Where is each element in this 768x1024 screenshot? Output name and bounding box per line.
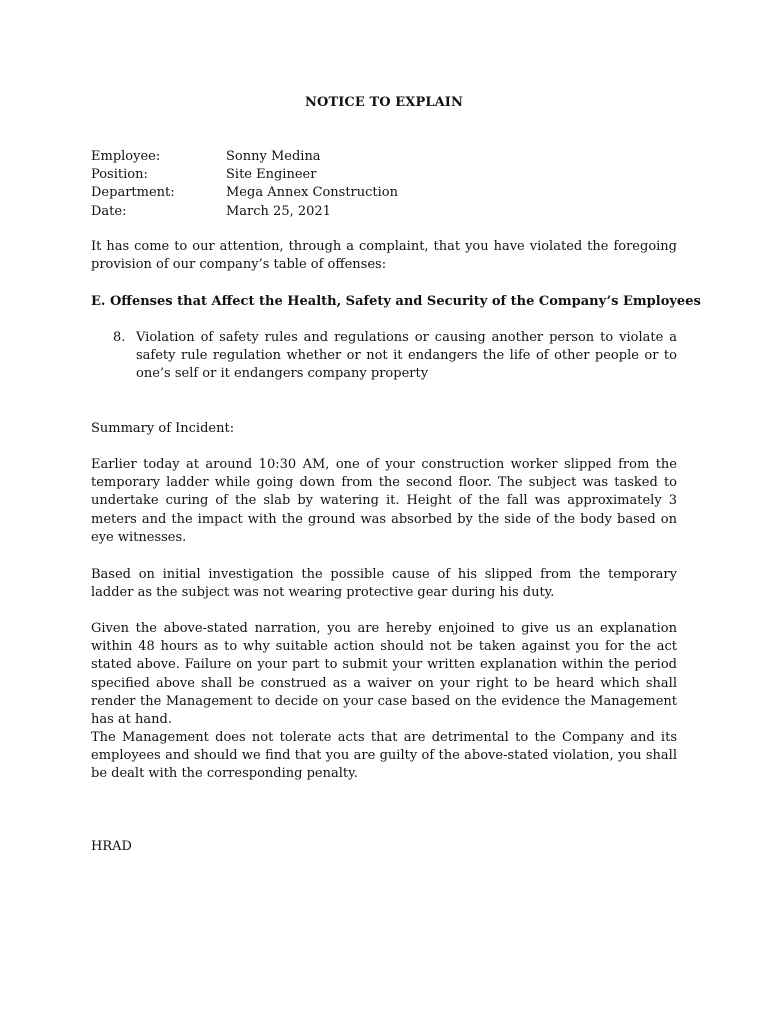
- field-value: March 25, 2021: [226, 203, 331, 219]
- field-value: Sonny Medina: [226, 149, 321, 164]
- field-label: Employee:: [91, 149, 161, 164]
- field-label: Date:: [91, 203, 127, 219]
- offense-text: Violation of safety rules and regulations or causing another person to violate a safety rule regulation whether or not it endangers the life of other people or to one’s self or it endangers company property: [136, 330, 677, 382]
- intro-paragraph: It has come to our attention, through a complaint, that you have violated the foregoing provision of our company’s table of offenses:: [91, 239, 677, 273]
- offense-heading: E. Offenses that Affect the Health, Safety and Security of the Company’s Employees: [91, 294, 701, 309]
- field-row-department: [91, 184, 677, 202]
- employee-details: [91, 148, 677, 221]
- signoff: HRAD: [91, 839, 132, 854]
- document-title: NOTICE TO EXPLAIN: [305, 95, 463, 110]
- summary-label: Summary of Incident:: [91, 421, 235, 436]
- offense-number: 8.: [113, 330, 126, 345]
- offense-item: [91, 329, 677, 384]
- incident-paragraph: Earlier today at around 10:30 AM, one of your construction worker slipped from the temporary ladder while going down from the second floor. The subject was tasked to undertake curing of the slab by watering it. Height of the fall was approximately 3 meters and the impact with the ground was absorbed by the side of the body based on eye witnesses.: [91, 457, 677, 545]
- field-row-position: [91, 166, 677, 184]
- field-value: Site Engineer: [226, 167, 317, 183]
- field-label: Department:: [91, 185, 175, 201]
- management-policy-paragraph: The Management does not tolerate acts that are detrimental to the Company and its employees and should we find that you are guilty of the above-stated violation, you shall be dealt with the corresponding penalty.: [91, 730, 677, 782]
- field-row-date: [91, 203, 677, 221]
- field-value: Mega Annex Construction: [226, 185, 398, 201]
- explanation-request-paragraph: Given the above-stated narration, you are hereby enjoined to give us an explanation within 48 hours as to why suitable action should not be taken against you for the act stated above. Failure on your part to submit your written explanation within the period specified above shall be construed as a waiver on your right to be heard which shall render the Management to decide on your case based on the evidence the Management has at hand.: [91, 621, 677, 728]
- investigation-paragraph: Based on initial investigation the possible cause of his slipped from the temporary ladder as the subject was not wearing protective gear during his duty.: [91, 567, 677, 601]
- field-label: Position:: [91, 167, 148, 183]
- field-row-employee: [91, 148, 677, 166]
